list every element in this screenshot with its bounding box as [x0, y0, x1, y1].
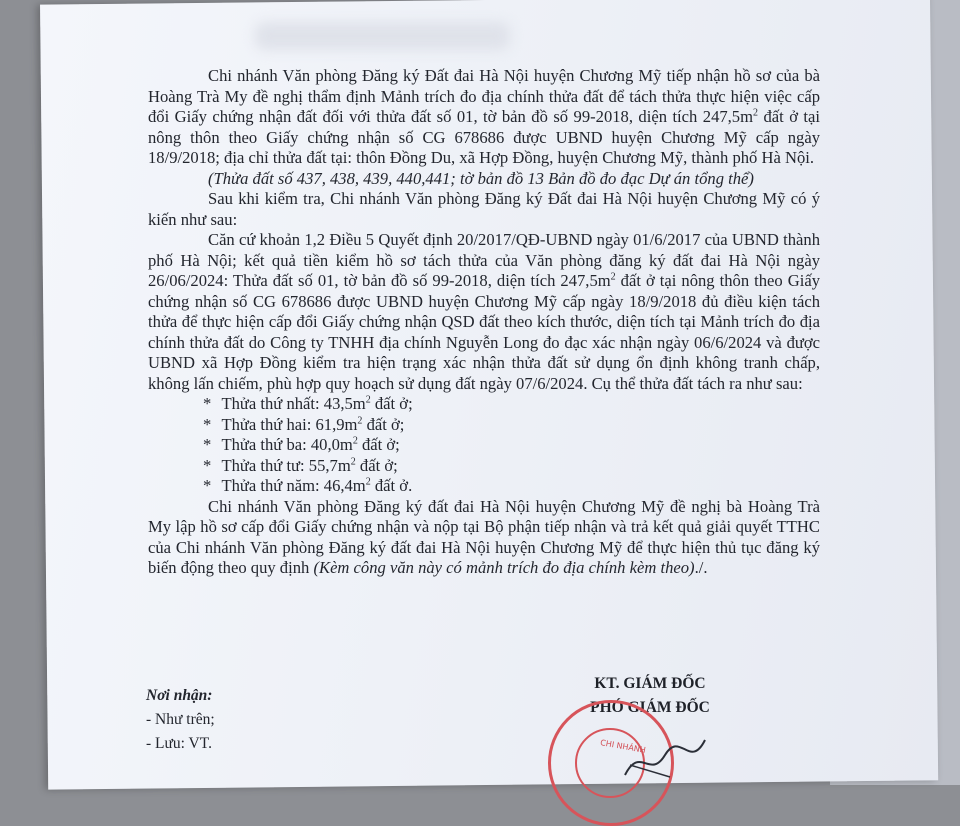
signature-icon	[620, 735, 710, 785]
redacted-header	[255, 22, 510, 50]
list-item: * Thửa thứ hai: $61,9m^2$ đất ở;	[203, 415, 820, 436]
signer-title: KT. GIÁM ĐỐC	[594, 675, 706, 692]
list-item: * Thửa thứ tư: $55,7m^2$ đất ở;	[203, 456, 820, 477]
list-item: * Thửa thứ ba: $40,0m^2$ đất ở;	[203, 435, 820, 456]
list-item: * Thửa thứ nhất: $43,5m^2$ đất ở;	[203, 394, 820, 415]
paragraph-parcels: (Thửa đất số 437, 438, 439, 440,441; tờ bản đồ 13 Bản đồ đo đạc Dự án tổng thể)	[208, 168, 754, 188]
document-body	[148, 66, 820, 579]
recipients-header: Nơi nhận:	[146, 687, 213, 704]
recipient-line: - Lưu: VT.	[146, 735, 212, 752]
signer-position: PHÓ GIÁM ĐỐC	[590, 699, 710, 716]
list-item: * Thửa thứ năm: $46,4m^2$ đất ở.	[203, 476, 820, 497]
paragraph-request: Chi nhánh Văn phòng Đăng ký đất đai Hà Nội huyện Chương Mỹ đề nghị bà Hoàng Trà My lập hồ sơ cấp đổi Giấy chứng nhận và nộp tại Bộ phận tiếp nhận và trả kết quả giải quyết TTHC của Chi nhánh Văn phòng Đăng ký đất đai Hà Nội huyện Chương Mỹ để thực hiện thủ tục đăng ký biến động theo quy định (Kèm công văn này có mảnh trích đo địa chính kèm theo)./.	[148, 496, 820, 577]
recipients-block	[146, 684, 215, 756]
paragraph-intro: Chi nhánh Văn phòng Đăng ký Đất đai Hà Nội huyện Chương Mỹ tiếp nhận hồ sơ của bà Hoàng Trà My đề nghị thẩm định Mảnh trích đo địa chính thửa đất để tách thửa thực hiện việc cấp đổi Giấy chứng nhận đất đối với thửa đất số 01, tờ bản đồ số 99-2018, diện tích $247,5m^2$ đất ở tại nông thôn theo Giấy chứng nhận số CG 678686 được UBND huyện Chương Mỹ cấp ngày 18/9/2018; địa chỉ thửa đất tại: thôn Đồng Du, xã Hợp Đồng, huyện Chương Mỹ, thành phố Hà Nội.	[148, 66, 820, 167]
stamp-label: CHI NHÁNH	[599, 738, 647, 755]
recipient-line: - Như trên;	[146, 711, 215, 728]
paragraph-review: Sau khi kiểm tra, Chi nhánh Văn phòng Đăng ký Đất đai Hà Nội huyện Chương Mỹ có ý kiến như sau:	[148, 189, 820, 229]
paragraph-basis: Căn cứ khoản 1,2 Điều 5 Quyết định 20/2017/QĐ-UBND ngày 01/6/2017 của UBND thành phố Hà Nội; kết quả tiền kiểm hồ sơ tách thửa của Văn phòng đăng ký đất đai Hà Nội ngày 26/06/2024: Thửa đất số 01, tờ bản đồ số 99-2018, diện tích $247,5m^2$ đất ở tại nông thôn theo Giấy chứng nhận số CG 678686 được UBND huyện Chương Mỹ cấp ngày 18/9/2018 đủ điều kiện tách thửa để thực hiện cấp đổi Giấy chứng nhận QSD đất theo kích thước, diện tích tại Mảnh trích đo địa chính thửa đất do Công ty TNHH địa chính Nguyễn Long đo đạc xác nhận ngày 06/6/2024 và được UBND xã Hợp Đồng kiểm tra hiện trạng xác nhận thửa đất sử dụng ổn định không tranh chấp, không lấn chiếm, phù hợp quy hoạch sử dụng đất ngày 07/6/2024. Cụ thể thửa đất tách ra như sau:	[148, 230, 821, 393]
plot-list	[148, 394, 820, 497]
